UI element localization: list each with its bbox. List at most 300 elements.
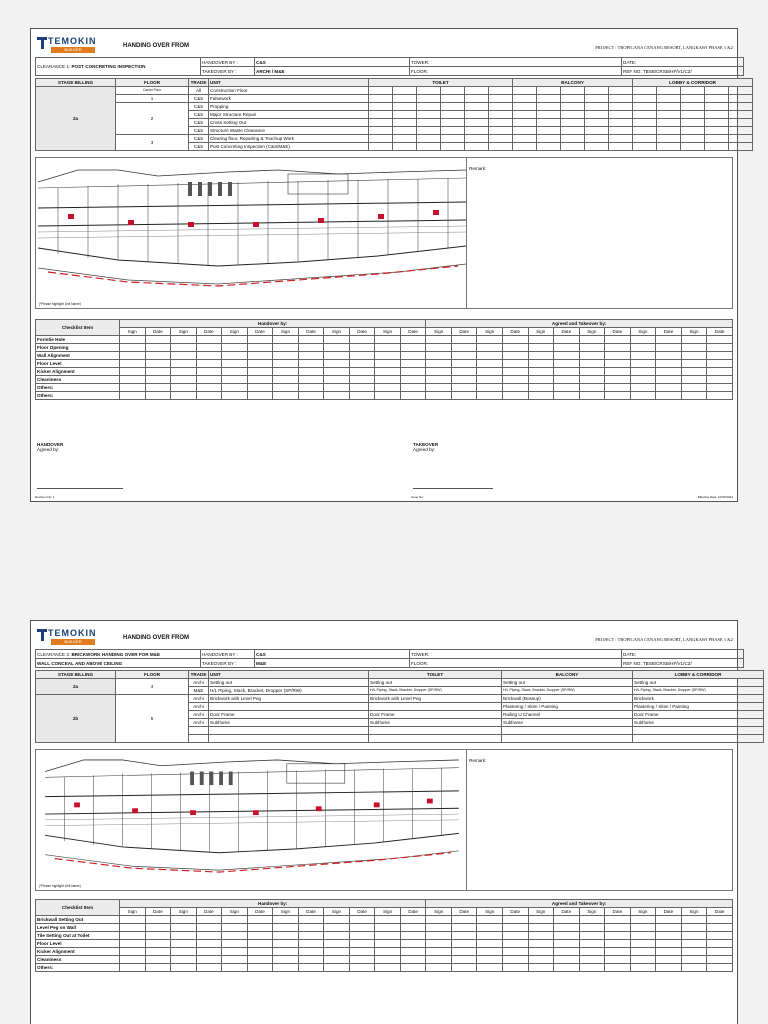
checklist-cell[interactable] xyxy=(477,376,503,384)
checklist-cell[interactable] xyxy=(375,384,401,392)
checklist-cell[interactable] xyxy=(145,360,171,368)
checklist-cell[interactable] xyxy=(145,956,171,964)
checklist-cell[interactable] xyxy=(400,344,426,352)
checklist-cell[interactable] xyxy=(554,932,580,940)
checklist-cell[interactable] xyxy=(502,392,528,400)
checklist-cell[interactable] xyxy=(171,956,197,964)
takeover-sign-line[interactable] xyxy=(413,488,493,489)
checklist-cell[interactable] xyxy=(477,344,503,352)
checklist-cell[interactable] xyxy=(528,924,554,932)
checklist-cell[interactable] xyxy=(196,384,222,392)
checklist-cell[interactable] xyxy=(324,964,350,972)
checklist-cell[interactable] xyxy=(273,392,299,400)
checklist-cell[interactable] xyxy=(375,932,401,940)
handover-value[interactable]: C&S xyxy=(255,58,410,67)
checklist-cell[interactable] xyxy=(605,352,631,360)
checklist-cell[interactable] xyxy=(273,948,299,956)
checklist-cell[interactable] xyxy=(681,940,707,948)
checklist-cell[interactable] xyxy=(630,940,656,948)
checklist-cell[interactable] xyxy=(554,384,580,392)
checklist-cell[interactable] xyxy=(324,932,350,940)
checklist-cell[interactable] xyxy=(605,392,631,400)
checklist-cell[interactable] xyxy=(579,924,605,932)
checklist-cell[interactable] xyxy=(375,376,401,384)
checklist-cell[interactable] xyxy=(247,352,273,360)
checklist-cell[interactable] xyxy=(247,376,273,384)
checklist-cell[interactable] xyxy=(222,932,248,940)
checklist-cell[interactable] xyxy=(579,360,605,368)
checklist-cell[interactable] xyxy=(247,368,273,376)
checklist-cell[interactable] xyxy=(477,932,503,940)
checklist-cell[interactable] xyxy=(120,336,146,344)
checklist-cell[interactable] xyxy=(681,392,707,400)
checklist-cell[interactable] xyxy=(222,336,248,344)
checklist-cell[interactable] xyxy=(324,948,350,956)
checklist-cell[interactable] xyxy=(120,352,146,360)
checklist-cell[interactable] xyxy=(171,932,197,940)
checklist-cell[interactable] xyxy=(554,352,580,360)
checklist-cell[interactable] xyxy=(298,948,324,956)
checklist-cell[interactable] xyxy=(707,392,733,400)
checklist-cell[interactable] xyxy=(579,916,605,924)
checklist-cell[interactable] xyxy=(426,924,452,932)
checklist-cell[interactable] xyxy=(222,956,248,964)
checklist-cell[interactable] xyxy=(375,964,401,972)
checklist-cell[interactable] xyxy=(707,368,733,376)
checklist-cell[interactable] xyxy=(349,336,375,344)
checklist-cell[interactable] xyxy=(630,336,656,344)
checklist-cell[interactable] xyxy=(707,924,733,932)
checklist-cell[interactable] xyxy=(120,940,146,948)
checklist-cell[interactable] xyxy=(196,352,222,360)
checklist-cell[interactable] xyxy=(298,940,324,948)
checklist-cell[interactable] xyxy=(605,384,631,392)
checklist-cell[interactable] xyxy=(222,924,248,932)
checklist-cell[interactable] xyxy=(681,344,707,352)
checklist-cell[interactable] xyxy=(196,916,222,924)
checklist-cell[interactable] xyxy=(502,384,528,392)
checklist-cell[interactable] xyxy=(400,932,426,940)
checklist-cell[interactable] xyxy=(120,956,146,964)
checklist-cell[interactable] xyxy=(196,368,222,376)
checklist-cell[interactable] xyxy=(528,368,554,376)
checklist-cell[interactable] xyxy=(196,956,222,964)
checklist-cell[interactable] xyxy=(298,336,324,344)
checklist-cell[interactable] xyxy=(298,924,324,932)
checklist-cell[interactable] xyxy=(324,344,350,352)
checklist-cell[interactable] xyxy=(528,344,554,352)
checklist-cell[interactable] xyxy=(273,964,299,972)
checklist-cell[interactable] xyxy=(145,948,171,956)
checklist-cell[interactable] xyxy=(349,360,375,368)
checklist-cell[interactable] xyxy=(554,924,580,932)
checklist-cell[interactable] xyxy=(120,924,146,932)
checklist-cell[interactable] xyxy=(196,940,222,948)
checklist-cell[interactable] xyxy=(298,384,324,392)
checklist-cell[interactable] xyxy=(196,948,222,956)
checklist-cell[interactable] xyxy=(656,392,682,400)
checklist-cell[interactable] xyxy=(554,956,580,964)
checklist-cell[interactable] xyxy=(375,360,401,368)
checklist-cell[interactable] xyxy=(707,964,733,972)
checklist-cell[interactable] xyxy=(630,392,656,400)
checklist-cell[interactable] xyxy=(400,336,426,344)
checklist-cell[interactable] xyxy=(451,336,477,344)
checklist-cell[interactable] xyxy=(477,948,503,956)
checklist-cell[interactable] xyxy=(630,932,656,940)
checklist-cell[interactable] xyxy=(298,344,324,352)
checklist-cell[interactable] xyxy=(222,940,248,948)
checklist-cell[interactable] xyxy=(426,948,452,956)
checklist-cell[interactable] xyxy=(681,956,707,964)
checklist-cell[interactable] xyxy=(400,376,426,384)
checklist-cell[interactable] xyxy=(656,964,682,972)
checklist-cell[interactable] xyxy=(579,964,605,972)
checklist-cell[interactable] xyxy=(324,336,350,344)
checklist-cell[interactable] xyxy=(579,932,605,940)
checklist-cell[interactable] xyxy=(528,376,554,384)
checklist-cell[interactable] xyxy=(171,344,197,352)
checklist-cell[interactable] xyxy=(681,964,707,972)
checklist-cell[interactable] xyxy=(145,932,171,940)
checklist-cell[interactable] xyxy=(400,916,426,924)
checklist-cell[interactable] xyxy=(222,368,248,376)
checklist-cell[interactable] xyxy=(681,384,707,392)
checklist-cell[interactable] xyxy=(375,344,401,352)
checklist-cell[interactable] xyxy=(579,336,605,344)
checklist-cell[interactable] xyxy=(579,384,605,392)
checklist-cell[interactable] xyxy=(528,916,554,924)
handover-sign-line[interactable] xyxy=(37,488,123,489)
checklist-cell[interactable] xyxy=(451,916,477,924)
checklist-cell[interactable] xyxy=(605,360,631,368)
checklist-cell[interactable] xyxy=(298,368,324,376)
checklist-cell[interactable] xyxy=(273,940,299,948)
checklist-cell[interactable] xyxy=(375,352,401,360)
checklist-cell[interactable] xyxy=(426,344,452,352)
checklist-cell[interactable] xyxy=(554,368,580,376)
checklist-cell[interactable] xyxy=(349,916,375,924)
checklist-cell[interactable] xyxy=(477,924,503,932)
checklist-cell[interactable] xyxy=(171,948,197,956)
checklist-cell[interactable] xyxy=(528,360,554,368)
checklist-cell[interactable] xyxy=(171,336,197,344)
checklist-cell[interactable] xyxy=(502,336,528,344)
checklist-cell[interactable] xyxy=(324,360,350,368)
checklist-cell[interactable] xyxy=(426,360,452,368)
checklist-cell[interactable] xyxy=(349,368,375,376)
checklist-cell[interactable] xyxy=(579,948,605,956)
checklist-cell[interactable] xyxy=(554,940,580,948)
checklist-cell[interactable] xyxy=(477,360,503,368)
checklist-cell[interactable] xyxy=(681,368,707,376)
checklist-cell[interactable] xyxy=(554,916,580,924)
checklist-cell[interactable] xyxy=(247,344,273,352)
checklist-cell[interactable] xyxy=(375,392,401,400)
checklist-cell[interactable] xyxy=(605,948,631,956)
checklist-cell[interactable] xyxy=(656,344,682,352)
checklist-cell[interactable] xyxy=(349,932,375,940)
checklist-cell[interactable] xyxy=(171,940,197,948)
checklist-cell[interactable] xyxy=(656,352,682,360)
checklist-cell[interactable] xyxy=(451,964,477,972)
checklist-cell[interactable] xyxy=(528,948,554,956)
checklist-cell[interactable] xyxy=(502,964,528,972)
checklist-cell[interactable] xyxy=(502,940,528,948)
checklist-cell[interactable] xyxy=(171,392,197,400)
checklist-cell[interactable] xyxy=(298,376,324,384)
checklist-cell[interactable] xyxy=(681,924,707,932)
checklist-cell[interactable] xyxy=(273,336,299,344)
checklist-cell[interactable] xyxy=(400,956,426,964)
checklist-cell[interactable] xyxy=(324,384,350,392)
checklist-cell[interactable] xyxy=(324,392,350,400)
checklist-cell[interactable] xyxy=(477,352,503,360)
checklist-cell[interactable] xyxy=(707,932,733,940)
checklist-cell[interactable] xyxy=(349,964,375,972)
checklist-cell[interactable] xyxy=(298,932,324,940)
checklist-cell[interactable] xyxy=(681,336,707,344)
checklist-cell[interactable] xyxy=(273,924,299,932)
checklist-cell[interactable] xyxy=(630,956,656,964)
checklist-cell[interactable] xyxy=(554,360,580,368)
checklist-cell[interactable] xyxy=(247,964,273,972)
checklist-cell[interactable] xyxy=(273,932,299,940)
checklist-cell[interactable] xyxy=(247,948,273,956)
checklist-cell[interactable] xyxy=(630,344,656,352)
checklist-cell[interactable] xyxy=(605,376,631,384)
checklist-cell[interactable] xyxy=(426,352,452,360)
checklist-cell[interactable] xyxy=(324,956,350,964)
checklist-cell[interactable] xyxy=(222,948,248,956)
checklist-cell[interactable] xyxy=(400,384,426,392)
checklist-cell[interactable] xyxy=(145,392,171,400)
checklist-cell[interactable] xyxy=(630,384,656,392)
checklist-cell[interactable] xyxy=(324,368,350,376)
checklist-cell[interactable] xyxy=(656,368,682,376)
checklist-cell[interactable] xyxy=(196,932,222,940)
checklist-cell[interactable] xyxy=(707,352,733,360)
checklist-cell[interactable] xyxy=(451,384,477,392)
checklist-cell[interactable] xyxy=(426,916,452,924)
checklist-cell[interactable] xyxy=(451,376,477,384)
checklist-cell[interactable] xyxy=(451,948,477,956)
checklist-cell[interactable] xyxy=(324,376,350,384)
takeover-value[interactable]: ARCHI / M&E xyxy=(255,67,410,76)
checklist-cell[interactable] xyxy=(120,948,146,956)
checklist-cell[interactable] xyxy=(605,916,631,924)
checklist-cell[interactable] xyxy=(681,360,707,368)
checklist-cell[interactable] xyxy=(349,384,375,392)
checklist-cell[interactable] xyxy=(528,964,554,972)
checklist-cell[interactable] xyxy=(656,948,682,956)
checklist-cell[interactable] xyxy=(222,360,248,368)
checklist-cell[interactable] xyxy=(528,956,554,964)
checklist-cell[interactable] xyxy=(707,336,733,344)
checklist-cell[interactable] xyxy=(502,948,528,956)
checklist-cell[interactable] xyxy=(273,368,299,376)
checklist-cell[interactable] xyxy=(426,376,452,384)
checklist-cell[interactable] xyxy=(349,344,375,352)
checklist-cell[interactable] xyxy=(145,924,171,932)
checklist-cell[interactable] xyxy=(145,384,171,392)
checklist-cell[interactable] xyxy=(120,384,146,392)
remark-box[interactable] xyxy=(466,750,732,890)
checklist-cell[interactable] xyxy=(451,352,477,360)
checklist-cell[interactable] xyxy=(145,376,171,384)
checklist-cell[interactable] xyxy=(324,352,350,360)
checklist-cell[interactable] xyxy=(120,964,146,972)
checklist-cell[interactable] xyxy=(656,924,682,932)
checklist-cell[interactable] xyxy=(605,932,631,940)
checklist-cell[interactable] xyxy=(502,956,528,964)
checklist-cell[interactable] xyxy=(120,344,146,352)
checklist-cell[interactable] xyxy=(681,352,707,360)
checklist-cell[interactable] xyxy=(247,336,273,344)
checklist-cell[interactable] xyxy=(349,376,375,384)
checklist-cell[interactable] xyxy=(247,916,273,924)
checklist-cell[interactable] xyxy=(656,360,682,368)
checklist-cell[interactable] xyxy=(630,924,656,932)
checklist-cell[interactable] xyxy=(273,344,299,352)
checklist-cell[interactable] xyxy=(273,352,299,360)
checklist-cell[interactable] xyxy=(222,384,248,392)
date-label[interactable]: DATE: xyxy=(622,650,744,659)
checklist-cell[interactable] xyxy=(605,368,631,376)
checklist-cell[interactable] xyxy=(579,956,605,964)
checklist-cell[interactable] xyxy=(605,964,631,972)
checklist-cell[interactable] xyxy=(171,916,197,924)
checklist-cell[interactable] xyxy=(707,940,733,948)
checklist-cell[interactable] xyxy=(120,368,146,376)
checklist-cell[interactable] xyxy=(451,368,477,376)
checklist-cell[interactable] xyxy=(477,392,503,400)
checklist-cell[interactable] xyxy=(426,392,452,400)
checklist-cell[interactable] xyxy=(145,940,171,948)
checklist-cell[interactable] xyxy=(298,956,324,964)
checklist-cell[interactable] xyxy=(375,368,401,376)
checklist-cell[interactable] xyxy=(554,948,580,956)
checklist-cell[interactable] xyxy=(605,940,631,948)
checklist-cell[interactable] xyxy=(400,964,426,972)
checklist-cell[interactable] xyxy=(349,956,375,964)
checklist-cell[interactable] xyxy=(477,384,503,392)
checklist-cell[interactable] xyxy=(349,940,375,948)
checklist-cell[interactable] xyxy=(630,916,656,924)
checklist-cell[interactable] xyxy=(707,916,733,924)
checklist-cell[interactable] xyxy=(605,336,631,344)
checklist-cell[interactable] xyxy=(630,360,656,368)
checklist-cell[interactable] xyxy=(375,948,401,956)
checklist-cell[interactable] xyxy=(426,932,452,940)
checklist-cell[interactable] xyxy=(477,916,503,924)
checklist-cell[interactable] xyxy=(579,392,605,400)
checklist-cell[interactable] xyxy=(451,932,477,940)
checklist-cell[interactable] xyxy=(171,964,197,972)
checklist-cell[interactable] xyxy=(120,360,146,368)
checklist-cell[interactable] xyxy=(222,376,248,384)
checklist-cell[interactable] xyxy=(120,376,146,384)
checklist-cell[interactable] xyxy=(554,344,580,352)
checklist-cell[interactable] xyxy=(707,948,733,956)
checklist-cell[interactable] xyxy=(171,352,197,360)
checklist-cell[interactable] xyxy=(554,376,580,384)
checklist-cell[interactable] xyxy=(273,384,299,392)
checklist-cell[interactable] xyxy=(630,376,656,384)
checklist-cell[interactable] xyxy=(579,352,605,360)
floor-label[interactable]: FLOOR: xyxy=(410,659,622,668)
checklist-cell[interactable] xyxy=(528,932,554,940)
checklist-cell[interactable] xyxy=(120,392,146,400)
checklist-cell[interactable] xyxy=(273,916,299,924)
checklist-cell[interactable] xyxy=(324,916,350,924)
checklist-cell[interactable] xyxy=(502,924,528,932)
checklist-cell[interactable] xyxy=(502,344,528,352)
checklist-cell[interactable] xyxy=(145,964,171,972)
checklist-cell[interactable] xyxy=(247,392,273,400)
checklist-cell[interactable] xyxy=(707,384,733,392)
checklist-cell[interactable] xyxy=(247,360,273,368)
checklist-cell[interactable] xyxy=(630,368,656,376)
checklist-cell[interactable] xyxy=(477,336,503,344)
checklist-cell[interactable] xyxy=(426,368,452,376)
checklist-cell[interactable] xyxy=(298,352,324,360)
checklist-cell[interactable] xyxy=(171,376,197,384)
checklist-cell[interactable] xyxy=(171,384,197,392)
checklist-cell[interactable] xyxy=(579,376,605,384)
checklist-cell[interactable] xyxy=(707,956,733,964)
checklist-cell[interactable] xyxy=(477,956,503,964)
checklist-cell[interactable] xyxy=(605,344,631,352)
checklist-cell[interactable] xyxy=(400,368,426,376)
checklist-cell[interactable] xyxy=(656,940,682,948)
checklist-cell[interactable] xyxy=(579,368,605,376)
checklist-cell[interactable] xyxy=(145,368,171,376)
checklist-cell[interactable] xyxy=(222,916,248,924)
checklist-cell[interactable] xyxy=(579,940,605,948)
checklist-cell[interactable] xyxy=(426,964,452,972)
checklist-cell[interactable] xyxy=(273,376,299,384)
checklist-cell[interactable] xyxy=(502,932,528,940)
checklist-cell[interactable] xyxy=(707,344,733,352)
checklist-cell[interactable] xyxy=(298,360,324,368)
checklist-cell[interactable] xyxy=(298,392,324,400)
checklist-cell[interactable] xyxy=(196,336,222,344)
checklist-cell[interactable] xyxy=(630,352,656,360)
checklist-cell[interactable] xyxy=(400,948,426,956)
checklist-cell[interactable] xyxy=(502,376,528,384)
checklist-cell[interactable] xyxy=(375,916,401,924)
checklist-cell[interactable] xyxy=(298,916,324,924)
checklist-cell[interactable] xyxy=(171,368,197,376)
remark-box[interactable] xyxy=(466,158,732,308)
checklist-cell[interactable] xyxy=(426,384,452,392)
checklist-cell[interactable] xyxy=(656,376,682,384)
checklist-cell[interactable] xyxy=(247,384,273,392)
checklist-cell[interactable] xyxy=(426,940,452,948)
checklist-cell[interactable] xyxy=(707,360,733,368)
tower-label[interactable]: TOWER: xyxy=(410,650,622,659)
checklist-cell[interactable] xyxy=(477,964,503,972)
checklist-cell[interactable] xyxy=(451,392,477,400)
checklist-cell[interactable] xyxy=(528,336,554,344)
checklist-cell[interactable] xyxy=(196,344,222,352)
checklist-cell[interactable] xyxy=(502,916,528,924)
checklist-cell[interactable] xyxy=(196,360,222,368)
checklist-cell[interactable] xyxy=(681,916,707,924)
checklist-cell[interactable] xyxy=(630,948,656,956)
checklist-cell[interactable] xyxy=(451,924,477,932)
